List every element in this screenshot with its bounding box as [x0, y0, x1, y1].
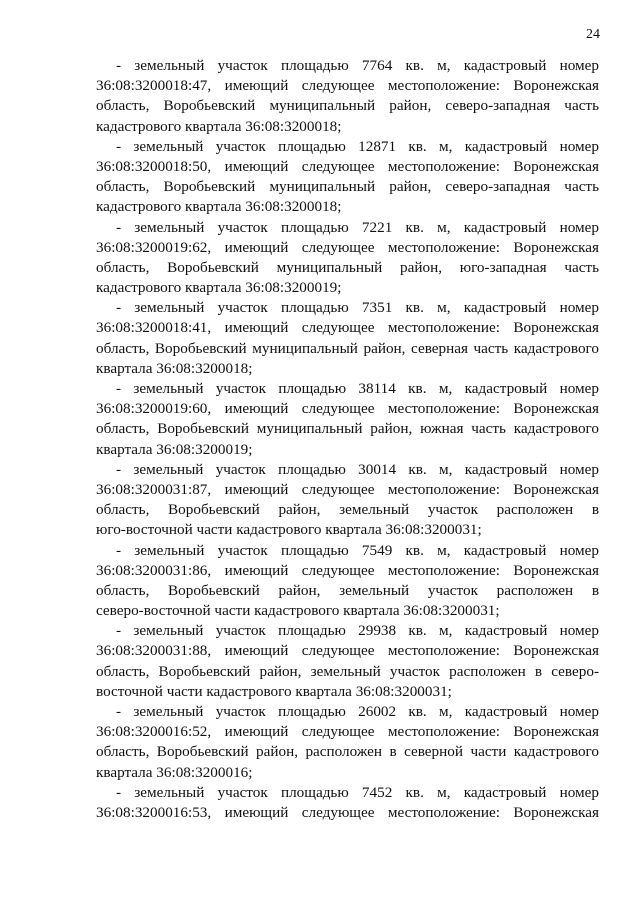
land-plot-paragraph — [96, 137, 599, 218]
land-plot-paragraph — [96, 460, 599, 541]
text-line: 36:08:3200016:53, имеющий следующее местоположение: Воронежская — [96, 803, 599, 821]
text-line: 36:08:3200031:88, имеющий следующее местоположение: Воронежская — [96, 642, 599, 660]
text-line: 36:08:3200018:47, имеющий следующее местоположение: Воронежская — [96, 77, 599, 95]
text-line: - земельный участок площадью 7452 кв. м, кадастровый номер — [116, 783, 599, 801]
text-line: область, Воробьевский муниципальный район, южная часть кадастрового — [96, 420, 599, 438]
text-line: область, Воробьевский муниципальный район, северо-западная часть — [96, 97, 599, 115]
document-body — [96, 56, 599, 823]
text-line: 36:08:3200031:86, имеющий следующее местоположение: Воронежская — [96, 561, 599, 579]
land-plot-paragraph — [96, 218, 599, 299]
text-line: кадастрового квартала 36:08:3200019; — [96, 279, 342, 297]
text-line: - земельный участок площадью 7221 кв. м, кадастровый номер — [116, 218, 599, 236]
text-line: 36:08:3200031:87, имеющий следующее местоположение: Воронежская — [96, 480, 599, 498]
land-plot-paragraph — [96, 56, 599, 137]
text-line: область, Воробьевский район, расположен в северной части кадастрового — [96, 743, 599, 761]
land-plot-paragraph — [96, 783, 599, 823]
text-line: - земельный участок площадью 7351 кв. м, кадастровый номер — [116, 299, 599, 317]
text-line: область, Воробьевский район, земельный участок расположен в — [96, 501, 599, 519]
text-line: 36:08:3200019:62, имеющий следующее местоположение: Воронежская — [96, 238, 599, 256]
text-line: 36:08:3200019:60, имеющий следующее местоположение: Воронежская — [96, 400, 599, 418]
land-plot-paragraph — [96, 541, 599, 622]
text-line: 36:08:3200018:41, имеющий следующее местоположение: Воронежская — [96, 319, 599, 337]
text-line: - земельный участок площадью 7764 кв. м, кадастровый номер — [116, 57, 599, 74]
land-plot-paragraph — [96, 379, 599, 460]
text-line: восточной части кадастрового квартала 36:08:3200031; — [96, 682, 452, 700]
text-line: северо-восточной части кадастрового квартала 36:08:3200031; — [96, 602, 500, 620]
land-plot-paragraph — [96, 298, 599, 379]
page-number: 24 — [586, 27, 600, 42]
text-line: область, Воробьевский муниципальный район, северо-западная часть — [96, 178, 599, 196]
text-line: область, Воробьевский муниципальный район, юго-западная часть — [96, 258, 599, 276]
land-plot-paragraph — [96, 621, 599, 702]
text-line: область, Воробьевский муниципальный район, северная часть кадастрового — [96, 339, 599, 357]
text-line: 36:08:3200018:50, имеющий следующее местоположение: Воронежская — [96, 157, 599, 175]
text-line: - земельный участок площадью 30014 кв. м, кадастровый номер — [116, 460, 599, 478]
text-line: - земельный участок площадью 12871 кв. м, кадастровый номер — [116, 137, 599, 155]
text-line: - земельный участок площадью 7549 кв. м, кадастровый номер — [116, 541, 599, 559]
text-line: квартала 36:08:3200019; — [96, 440, 253, 458]
text-line: квартала 36:08:3200016; — [96, 763, 253, 781]
text-line: - земельный участок площадью 29938 кв. м, кадастровый номер — [116, 622, 599, 640]
text-line: - земельный участок площадью 38114 кв. м, кадастровый номер — [116, 380, 599, 397]
land-plot-paragraph — [96, 702, 599, 783]
text-line: 36:08:3200016:52, имеющий следующее местоположение: Воронежская — [96, 723, 599, 741]
text-line: область, Воробьевский район, земельный участок расположен в — [96, 581, 599, 599]
text-line: область, Воробьевский район, земельный участок расположен в северо- — [96, 662, 599, 680]
text-line: юго-восточной части кадастрового квартала 36:08:3200031; — [96, 521, 482, 539]
text-line: квартала 36:08:3200018; — [96, 359, 253, 377]
text-line: кадастрового квартала 36:08:3200018; — [96, 117, 342, 135]
text-line: - земельный участок площадью 26002 кв. м, кадастровый номер — [116, 703, 599, 720]
text-line: кадастрового квартала 36:08:3200018; — [96, 198, 342, 216]
